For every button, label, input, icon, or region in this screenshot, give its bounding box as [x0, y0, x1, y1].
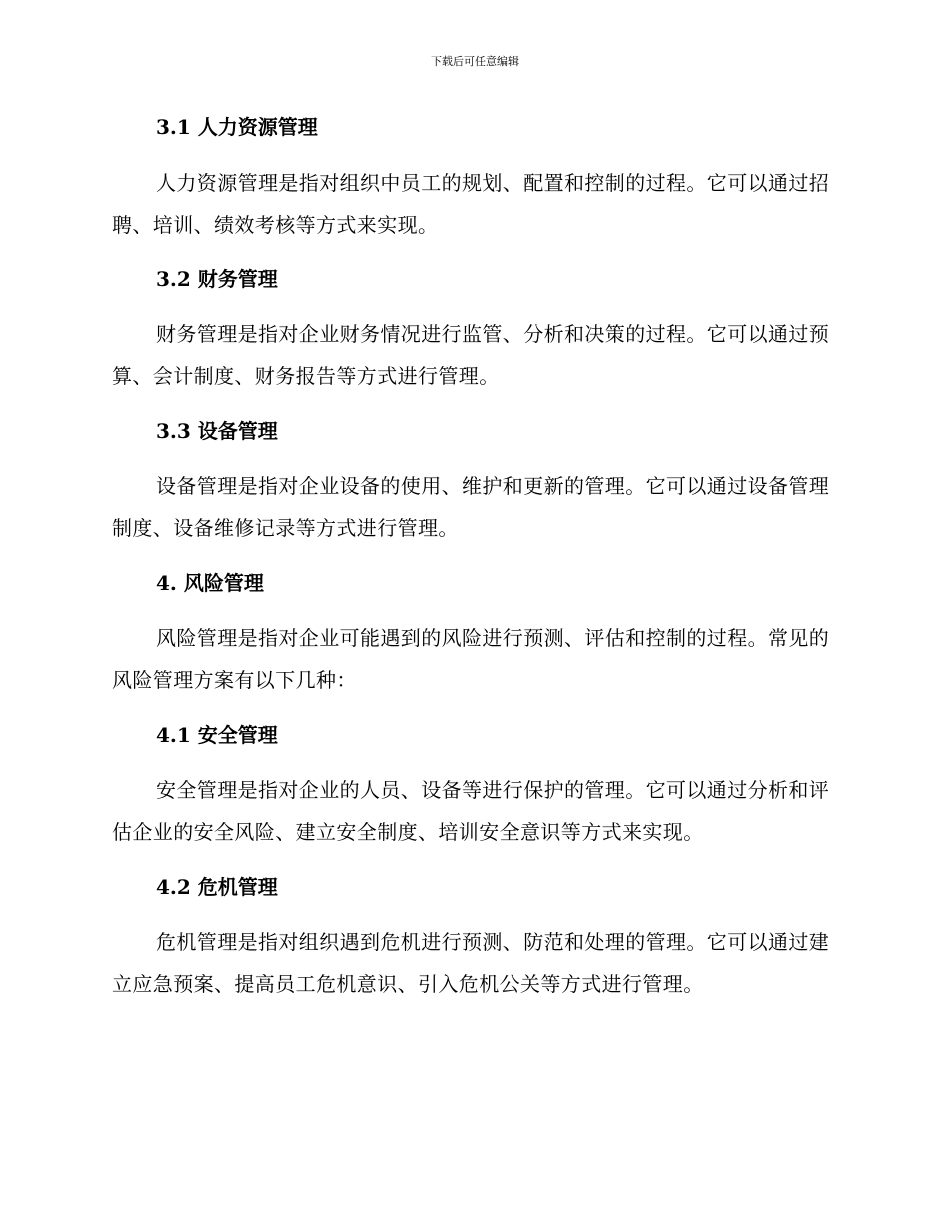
section-body-4-1: 安全管理是指对企业的人员、设备等进行保护的管理。它可以通过分析和评估企业的安全风险、建立安全制度、培训安全意识等方式来实现。	[112, 778, 830, 844]
section-heading-4-2: 4.2 危机管理	[156, 875, 278, 899]
section-body-4-2: 危机管理是指对组织遇到危机进行预测、防范和处理的管理。它可以通过建立应急预案、提高员工危机意识、引入危机公关等方式进行管理。	[112, 930, 830, 996]
section-body-3-3: 设备管理是指对企业设备的使用、维护和更新的管理。它可以通过设备管理制度、设备维修记录等方式进行管理。	[112, 474, 830, 540]
section-body-3-2: 财务管理是指对企业财务情况进行监管、分析和决策的过程。它可以通过预算、会计制度、财务报告等方式进行管理。	[112, 322, 830, 388]
section-heading-3-1: 3.1 人力资源管理	[156, 115, 318, 139]
section-body-3-1: 人力资源管理是指对组织中员工的规划、配置和控制的过程。它可以通过招聘、培训、绩效考核等方式来实现。	[112, 171, 830, 237]
page-header: 下载后可任意编辑	[431, 55, 519, 68]
section-heading-3-3: 3.3 设备管理	[156, 419, 278, 443]
section-body-4: 风险管理是指对企业可能遇到的风险进行预测、评估和控制的过程。常见的风险管理方案有以下几种：	[112, 626, 830, 692]
section-heading-4: 4. 风险管理	[156, 571, 264, 595]
section-heading-4-1: 4.1 安全管理	[156, 723, 278, 747]
section-heading-3-2: 3.2 财务管理	[156, 267, 278, 291]
